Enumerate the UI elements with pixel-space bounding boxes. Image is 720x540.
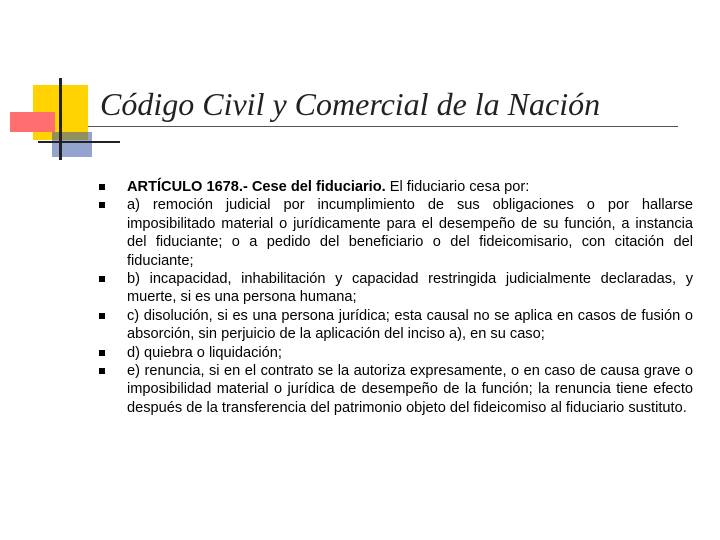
list-item-text: e) renuncia, si en el contrato se la autoriza expresamente, o en caso de causa grave o imposibilidad material o jurídica de desempeño de la función; la renuncia tiene efecto después de la transferencia del patrimonio objeto del fideicomiso al fiduciario sustituto. <box>127 363 693 416</box>
square-bullet-icon <box>99 368 105 374</box>
decorative-logo-blocks <box>0 0 120 170</box>
slide-title: Código Civil y Comercial de la Nación <box>100 86 601 122</box>
vertical-line-decoration <box>59 78 62 160</box>
list-item <box>115 270 693 307</box>
list-item-text: b) incapacidad, inhabilitación y capacidad restringida judicialmente declaradas, y muerte, si es una persona humana; <box>127 271 693 306</box>
list-item <box>115 362 693 417</box>
article-heading: ARTÍCULO 1678.- Cese del fiduciario. <box>127 179 386 195</box>
list-item-text: El fiduciario cesa por: <box>385 179 530 195</box>
list-item <box>115 178 693 196</box>
list-item <box>115 307 693 344</box>
list-item-text: d) quiebra o liquidación; <box>127 344 282 361</box>
list-item-text: a) remoción judicial por incumplimiento de sus obligaciones o por hallarse imposibilitado material o jurídicamente para el desempeño de su función, a instancia del fiduciante; o a pedido del beneficiario o del fideicomisario, con citación del fiduciante; <box>127 197 693 269</box>
list-item <box>115 196 693 270</box>
horizontal-line-decoration <box>38 141 120 143</box>
blue-square-decoration <box>52 132 92 157</box>
square-bullet-icon <box>99 350 105 356</box>
red-bar-decoration <box>10 112 55 132</box>
square-bullet-icon <box>99 202 105 208</box>
list-item <box>115 344 693 362</box>
square-bullet-icon <box>99 184 105 190</box>
square-bullet-icon <box>99 313 105 319</box>
list-item-text: c) disolución, si es una persona jurídica; esta causal no se aplica en casos de fusión o absorción, sin perjuicio de la aplicación del inciso a), en su caso; <box>127 307 693 343</box>
square-bullet-icon <box>99 276 105 282</box>
title-underline <box>88 126 678 127</box>
bullet-list <box>115 178 693 417</box>
